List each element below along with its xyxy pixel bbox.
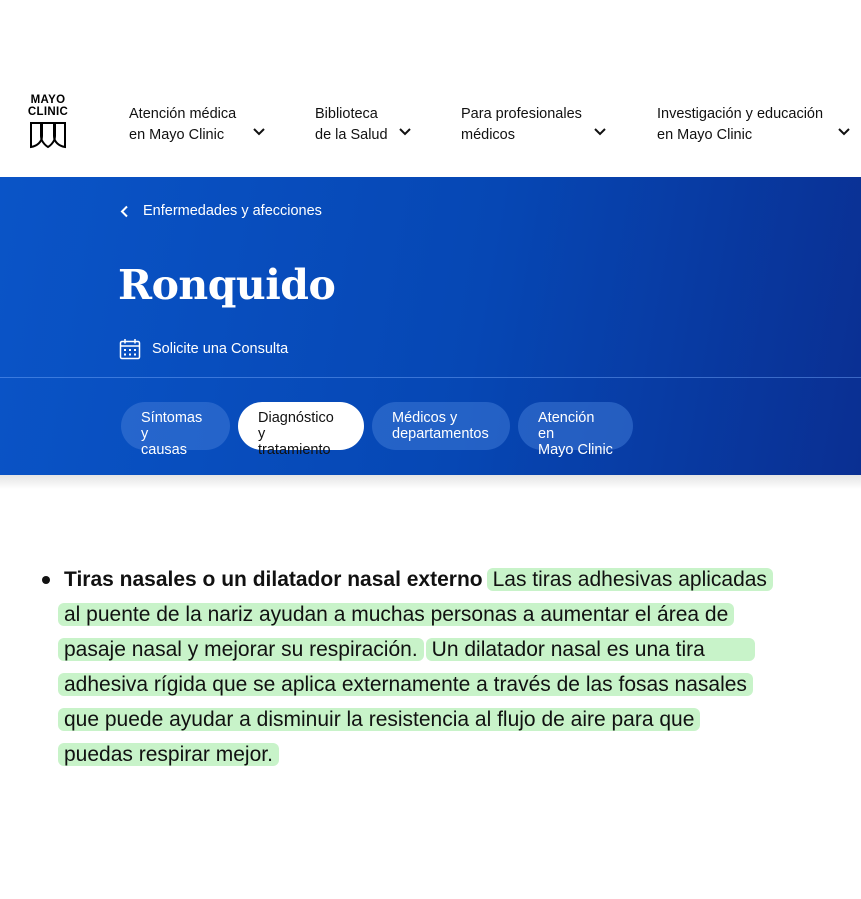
tab-label-line2: causas	[141, 442, 187, 458]
chevron-down-icon	[593, 127, 607, 137]
paragraph-line-1	[58, 565, 773, 595]
paragraph-line-2	[58, 600, 734, 630]
tab-label-line1: Síntomas y	[141, 410, 203, 442]
tab-diagnostico-tratamiento[interactable]	[238, 402, 364, 458]
paragraph-line-4	[58, 670, 753, 700]
nav-biblioteca-salud[interactable]	[315, 104, 425, 145]
logo-line-2: CLINIC	[27, 106, 69, 118]
paragraph-line-3	[58, 635, 755, 665]
breadcrumb-label: Enfermedades y afecciones	[143, 203, 322, 219]
appointment-label: Solicite una Consulta	[152, 341, 289, 357]
page-title: Ronquido	[118, 261, 336, 309]
hero-banner	[0, 177, 861, 475]
nav-label-line1: Para profesionales	[461, 106, 582, 122]
highlighted-text: adhesiva rígida que se aplica externamente a través de las fosas nasales	[58, 673, 753, 696]
bullet-title: Tiras nasales o un dilatador nasal externo	[64, 568, 483, 591]
highlighted-text: al puente de la nariz ayudan a muchas personas a aumentar el área de	[58, 603, 734, 626]
nav-label-line1: Atención médica	[129, 106, 237, 122]
highlighted-text: que puede ayudar a disminuir la resistencia al flujo de aire para que	[58, 708, 700, 731]
nav-investigacion-educacion[interactable]	[657, 104, 857, 145]
tab-label-line1: Diagnóstico y	[258, 410, 334, 442]
chevron-left-icon	[120, 205, 129, 218]
nav-label-line2: médicos	[461, 126, 515, 143]
nav-label-line2: en Mayo Clinic	[129, 126, 225, 143]
nav-label-line1: Investigación y educación	[657, 106, 824, 122]
tab-label-line1: Médicos y	[392, 410, 458, 426]
tab-label-line1: Atención en	[538, 410, 595, 442]
chevron-down-icon	[398, 127, 412, 137]
nav-label-line2: en Mayo Clinic	[657, 126, 753, 143]
tab-label-line2: Mayo Clinic	[538, 442, 613, 458]
tab-label-line2: tratamiento	[258, 442, 331, 458]
breadcrumb[interactable]	[120, 203, 322, 219]
nav-atencion-medica[interactable]	[129, 104, 279, 145]
bullet-dot	[42, 576, 50, 584]
request-appointment-link[interactable]	[119, 338, 288, 360]
paragraph-line-6	[58, 740, 279, 770]
hero-divider	[0, 377, 861, 378]
paragraph-line-5	[58, 705, 700, 735]
tab-label-line2: departamentos	[392, 426, 489, 442]
highlighted-text: pasaje nasal y mejorar su respiración.	[58, 638, 424, 661]
hero-shadow	[0, 475, 861, 489]
chevron-down-icon	[837, 127, 851, 137]
highlighted-text: Un dilatador nasal es una tira	[426, 638, 755, 661]
mayo-clinic-logo[interactable]	[24, 94, 72, 150]
logo-line-1: MAYO	[30, 94, 66, 106]
tab-sintomas-causas[interactable]	[121, 402, 230, 458]
nav-label-line1: Biblioteca	[315, 106, 378, 122]
tab-atencion-mayo-clinic[interactable]	[518, 402, 633, 458]
site-header	[0, 0, 861, 177]
tab-medicos-departamentos[interactable]	[372, 402, 510, 450]
nav-label-line2: de la Salud	[315, 126, 388, 143]
calendar-icon	[119, 338, 141, 360]
nav-profesionales-medicos[interactable]	[461, 104, 621, 145]
mayo-shield-icon	[28, 120, 68, 150]
highlighted-text: puedas respirar mejor.	[58, 743, 279, 766]
highlighted-text: Las tiras adhesivas aplicadas	[487, 568, 773, 591]
chevron-down-icon	[252, 127, 266, 137]
